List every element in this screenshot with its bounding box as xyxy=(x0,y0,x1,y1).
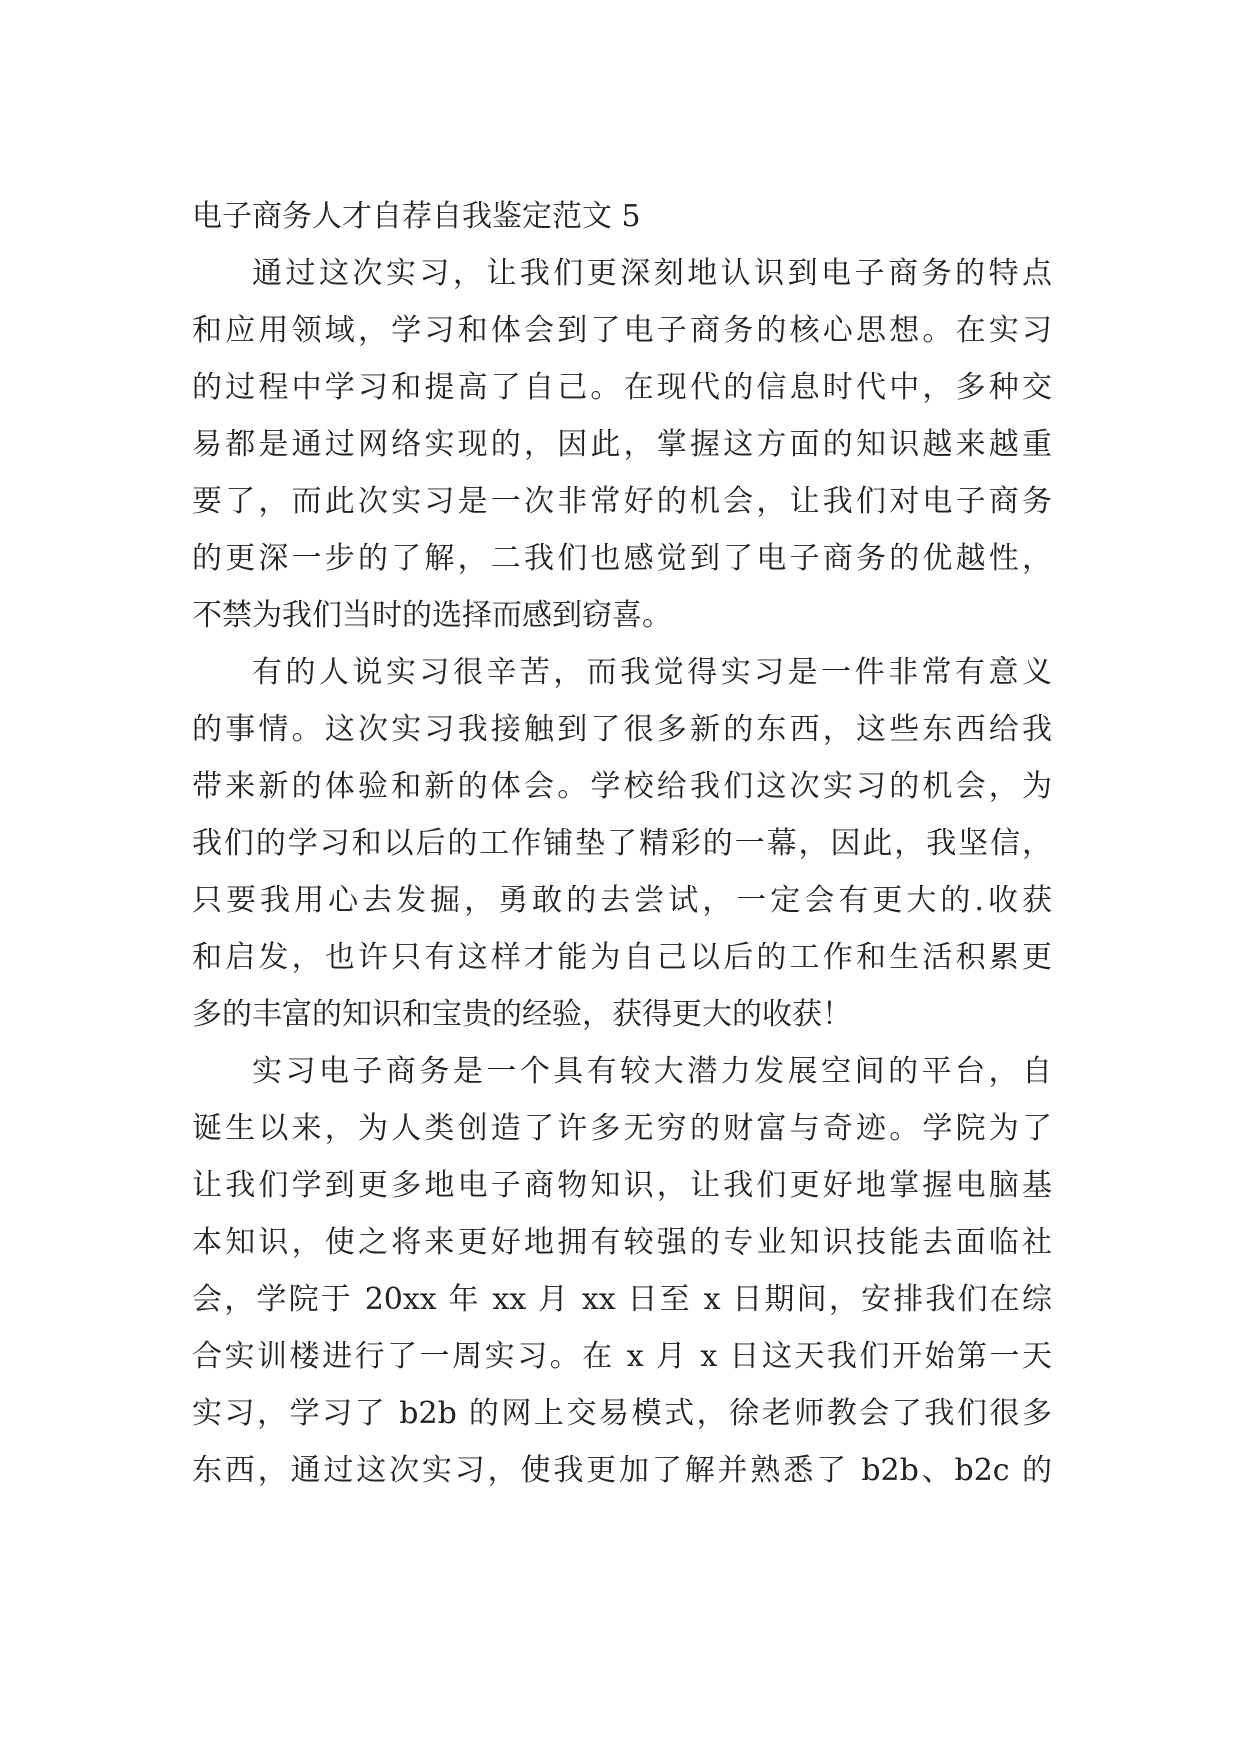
paragraph-line: 诞生以来，为人类创造了许多无穷的财富与奇迹。学院为了 xyxy=(192,1111,1052,1146)
paragraph-line: 带来新的体验和新的体会。学校给我们这次实习的机会，为 xyxy=(192,769,1052,804)
paragraph-line: 实习电子商务是一个具有较大潜力发展空间的平台，自 xyxy=(252,1054,1052,1089)
paragraph-line: 通过这次实习，让我们更深刻地认识到电子商务的特点 xyxy=(252,256,1052,291)
paragraph xyxy=(192,245,1052,644)
paragraph xyxy=(192,1043,1052,1499)
paragraph-line: 我们的学习和以后的工作铺垫了精彩的一幕，因此，我坚信， xyxy=(192,826,1052,861)
paragraph-line: 东西，通过这次实习，使我更加了解并熟悉了 b2b、b2c 的 xyxy=(192,1453,1052,1488)
paragraph-line: 会，学院于 20xx 年 xx 月 xx 日至 x 日期间，安排我们在综 xyxy=(192,1282,1052,1317)
paragraph-line: 和应用领域，学习和体会到了电子商务的核心思想。在实习 xyxy=(192,313,1052,348)
paragraph-line: 让我们学到更多地电子商物知识，让我们更好地掌握电脑基 xyxy=(192,1168,1052,1203)
document-body xyxy=(192,188,1052,1499)
paragraph-line: 要了，而此次实习是一次非常好的机会，让我们对电子商务 xyxy=(192,484,1052,519)
paragraph-line: 和启发，也许只有这样才能为自己以后的工作和生活积累更 xyxy=(192,940,1052,975)
paragraph xyxy=(192,644,1052,1043)
paragraph-line: 易都是通过网络实现的，因此，掌握这方面的知识越来越重 xyxy=(192,427,1052,462)
paragraph-line: 的过程中学习和提高了自己。在现代的信息时代中，多种交 xyxy=(192,370,1052,405)
paragraph-line: 的更深一步的了解，二我们也感觉到了电子商务的优越性， xyxy=(192,541,1052,576)
paragraph-line: 合实训楼进行了一周实习。在 x 月 x 日这天我们开始第一天 xyxy=(192,1339,1052,1374)
paragraph-line: 只要我用心去发掘，勇敢的去尝试，一定会有更大的.收获 xyxy=(192,883,1052,918)
paragraph-line: 实习，学习了 b2b 的网上交易模式，徐老师教会了我们很多 xyxy=(192,1396,1052,1431)
document-title: 电子商务人才自荐自我鉴定范文 5 xyxy=(192,199,641,234)
paragraph-line: 的事情。这次实习我接触到了很多新的东西，这些东西给我 xyxy=(192,712,1052,747)
paragraph-line: 多的丰富的知识和宝贵的经验，获得更大的收获！ xyxy=(192,997,852,1032)
paragraph-line: 本知识，使之将来更好地拥有较强的专业知识技能去面临社 xyxy=(192,1225,1052,1260)
paragraph-line: 有的人说实习很辛苦，而我觉得实习是一件非常有意义 xyxy=(252,655,1052,690)
paragraph-line: 不禁为我们当时的选择而感到窃喜。 xyxy=(192,598,672,633)
paragraph-container xyxy=(192,245,1052,1499)
